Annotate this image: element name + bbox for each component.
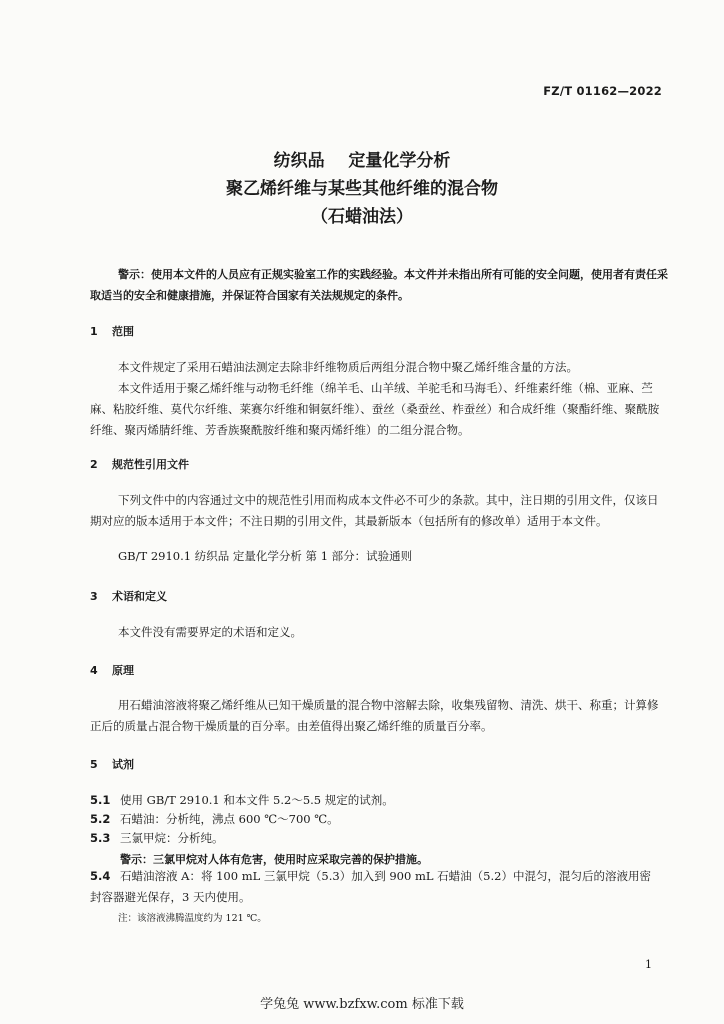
clause-5-2 xyxy=(90,809,662,830)
clause-5-3 xyxy=(90,828,662,849)
section-2-heading xyxy=(90,456,189,472)
section-1-paragraph-1: 本文件规定了采用石蜡油法测定去除非纤维物质后两组分混合物中聚乙烯纤维含量的方法。 xyxy=(118,360,578,374)
clause-5-4-text: 石蜡油溶液 A：将 100 mL 三氯甲烷（5.3）加入到 900 mL 石蜡油（5.2）中混匀，混匀后的溶液用密封容器避光保存，3 天内使用。 xyxy=(90,869,651,904)
clause-5-4-number: 5.4 xyxy=(90,869,111,883)
clause-5-4 xyxy=(90,866,662,908)
section-2-number: 2 xyxy=(90,458,98,471)
clause-5-3-text: 三氯甲烷：分析纯。 xyxy=(120,831,224,845)
section-5-title: 试剂 xyxy=(112,758,134,771)
standard-code: FZ/T 01162—2022 xyxy=(543,84,662,98)
clause-5-1-text: 使用 GB/T 2910.1 和本文件 5.2～5.5 规定的试剂。 xyxy=(120,793,394,807)
clause-5-3-warning: 警示：三氯甲烷对人体有危害，使用时应采取完善的保护措施。 xyxy=(120,853,428,866)
watermark-text: 学兔兔 www.bzfxw.com 标准下载 xyxy=(260,997,464,1012)
section-4-number: 4 xyxy=(90,664,98,677)
clause-5-1-number: 5.1 xyxy=(90,793,111,807)
normative-reference: GB/T 2910.1 纺织品 定量化学分析 第 1 部分：试验通则 xyxy=(118,549,413,563)
section-5-heading xyxy=(90,756,134,772)
section-3-number: 3 xyxy=(90,590,98,603)
section-2-title: 规范性引用文件 xyxy=(112,458,189,471)
section-2-paragraph-1: 下列文件中的内容通过文中的规范性引用而构成本文件必不可少的条款。其中，注日期的引用文件，仅该日期对应的版本适用于本文件；不注日期的引用文件，其最新版本（包括所有的修改单）适用于本文件。 xyxy=(90,493,659,528)
section-4-title: 原理 xyxy=(112,664,134,677)
clause-5-2-number: 5.2 xyxy=(90,812,111,826)
section-4-paragraph-1: 用石蜡油溶液将聚乙烯纤维从已知干燥质量的混合物中溶解去除，收集残留物、清洗、烘干、称重；计算修正后的质量占混合物干燥质量的百分率。由差值得出聚乙烯纤维的质量百分率。 xyxy=(90,698,659,733)
section-1-number: 1 xyxy=(90,325,98,338)
title-line-1: 纺织品 定量化学分析 xyxy=(273,151,451,171)
title-line-3: （石蜡油法） xyxy=(311,207,413,227)
document-title xyxy=(0,147,724,231)
section-3-heading xyxy=(90,588,167,604)
section-1-title: 范围 xyxy=(112,325,134,338)
clause-5-1 xyxy=(90,790,662,811)
section-1-paragraph-2: 本文件适用于聚乙烯纤维与动物毛纤维（绵羊毛、山羊绒、羊驼毛和马海毛）、纤维素纤维（棉、亚麻、苎麻、粘胶纤维、莫代尔纤维、莱赛尔纤维和铜氨纤维）、蚕丝（桑蚕丝、柞蚕丝）和合成纤维（聚酯纤维、聚酰胺纤维、聚丙烯腈纤维、芳香族聚酰胺纤维和聚丙烯纤维）的二组分混合物。 xyxy=(90,381,660,437)
safety-warning: 警示：使用本文件的人员应有正规实验室工作的实践经验。本文件并未指出所有可能的安全问题，使用者有责任采取适当的安全和健康措施，并保证符合国家有关法规规定的条件。 xyxy=(90,268,668,302)
title-line-2: 聚乙烯纤维与某些其他纤维的混合物 xyxy=(226,179,498,199)
clause-5-2-text: 石蜡油：分析纯，沸点 600 ℃～700 ℃。 xyxy=(120,812,339,826)
page-number: 1 xyxy=(645,958,652,971)
note: 注：该溶液沸腾温度约为 121 ℃。 xyxy=(118,913,267,924)
section-3-title: 术语和定义 xyxy=(112,590,167,603)
section-5-number: 5 xyxy=(90,758,98,771)
section-3-paragraph-1: 本文件没有需要界定的术语和定义。 xyxy=(118,625,302,639)
section-1-heading xyxy=(90,323,134,339)
section-4-heading xyxy=(90,662,134,678)
clause-5-3-number: 5.3 xyxy=(90,831,111,845)
